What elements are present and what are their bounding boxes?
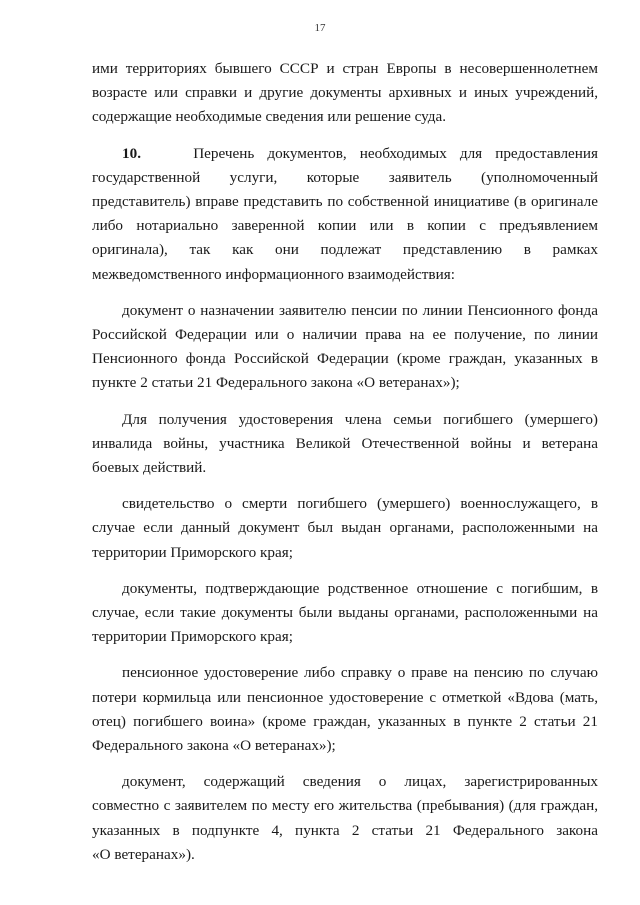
text-line: случае, если такие документы были выданы органами, расположенными на (92, 604, 598, 622)
paragraph (92, 57, 598, 130)
text-line: оригинала), так как они подлежат представлению в рамках (92, 241, 598, 259)
paragraph (92, 770, 598, 867)
page-number: 17 (314, 22, 326, 34)
text-line: совместно с заявителем по месту его жительства (пребывания) (для граждан, (92, 797, 598, 815)
text-line: указанных в подпункте 4, пункта 2 статьи 21 Федерального закона (92, 821, 598, 839)
text-line: потери кормильца или пенсионное удостоверение с отметкой «Вдова (мать, (92, 688, 598, 706)
text-line: отец) погибшего воина» (кроме граждан, указанных в пункте 2 статьи 21 (92, 712, 598, 730)
text-line: государственной услуги, которые заявитель (уполномоченный (92, 168, 598, 186)
text-line: территории Приморского края; (92, 628, 293, 646)
text-line: документы, подтверждающие родственное отношение с погибшим, в (122, 579, 598, 597)
text-line: территории Приморского края; (92, 543, 293, 561)
paragraph (92, 577, 598, 650)
text-line: документ, содержащий сведения о лицах, зарегистрированных (122, 773, 598, 791)
text-line: либо нотариально заверенной копии или в копии с предъявлением (92, 217, 598, 235)
text-line: представитель) вправе представить по собственной инициативе (в оригинале (92, 193, 598, 211)
paragraph-numbered (92, 142, 598, 287)
text-line: пункте 2 статьи 21 Федерального закона «О ветеранах»); (92, 374, 460, 392)
text-line: Для получения удостоверения члена семьи погибшего (умершего) (122, 410, 598, 428)
text-line: инвалида войны, участника Великой Отечественной войны и ветерана (92, 434, 598, 452)
text-line: пенсионное удостоверение либо справку о праве на пенсию по случаю (122, 664, 598, 682)
paragraph (92, 492, 598, 565)
text-line: документ о назначении заявителю пенсии по линии Пенсионного фонда (122, 301, 598, 319)
clause-number: 10. (122, 144, 141, 162)
text-line: содержащие необходимые сведения или решение суда. (92, 108, 447, 126)
document-body (92, 57, 598, 879)
paragraph (92, 299, 598, 396)
text-line: ими территориях бывшего СССР и стран Европы в несовершеннолетнем (92, 60, 598, 77)
text-line: Российской Федерации или о наличии права на ее получение, по линии (92, 326, 598, 344)
text-line-first (92, 142, 598, 166)
text-line: «О ветеранах»). (92, 845, 195, 863)
text-line: межведомственного информационного взаимодействия: (92, 265, 455, 283)
text-line: Пенсионного фонда Российской Федерации (кроме граждан, указанных в (92, 350, 598, 368)
text-line: свидетельство о смерти погибшего (умершего) военнослужащего, в (122, 495, 598, 513)
paragraph (92, 408, 598, 481)
text-line: Федерального закона «О ветеранах»); (92, 737, 336, 755)
text-line: боевых действий. (92, 459, 207, 477)
paragraph (92, 661, 598, 758)
text-line: возрасте или справки и другие документы архивных и иных учреждений, (92, 84, 598, 102)
text-fragment: Перечень документов, необходимых для предоставления (193, 144, 599, 162)
text-line: случае если данный документ был выдан органами, расположенными на (92, 519, 598, 537)
